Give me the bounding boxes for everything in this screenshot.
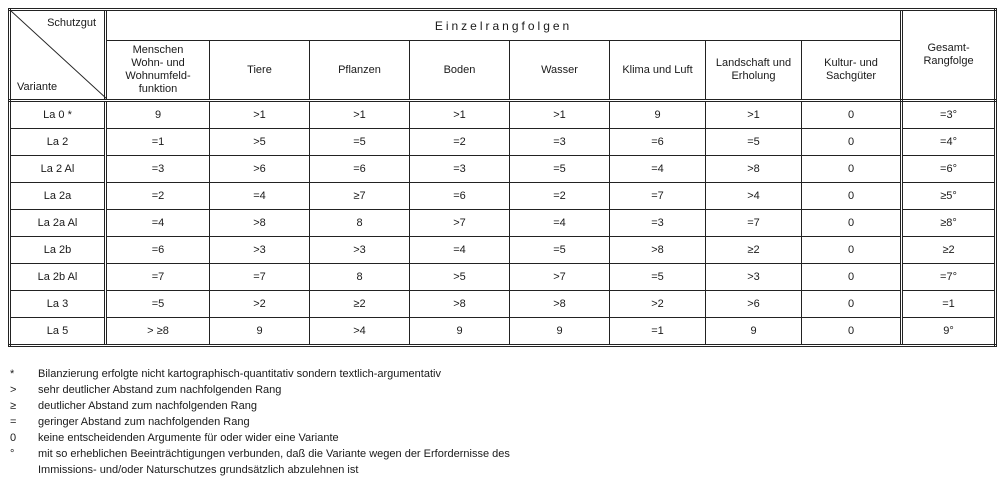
rank-cell: 9	[610, 101, 706, 129]
rank-cell: 0	[802, 237, 902, 264]
column-header-3	[410, 41, 510, 101]
rank-cell: >8	[706, 156, 802, 183]
rank-cell: >7	[410, 210, 510, 237]
rank-cell: =1	[610, 318, 706, 346]
column-header-4	[510, 41, 610, 101]
rank-cell: =5	[310, 129, 410, 156]
table-row	[10, 264, 996, 291]
rank-cell: >1	[210, 101, 310, 129]
table-row	[10, 210, 996, 237]
rank-cell: 9	[510, 318, 610, 346]
rank-cell: =4	[210, 183, 310, 210]
rank-cell: =6	[410, 183, 510, 210]
legend-text: geringer Abstand zum nachfolgenden Rang	[38, 416, 250, 428]
legend-symbol: 0	[10, 432, 17, 444]
legend-continuation: Immissions- und/oder Naturschutzes grundsätzlich abzulehnen ist	[38, 464, 359, 476]
column-header-label: Klima und Luft	[622, 63, 693, 76]
total-rank-cell: 9°	[902, 318, 996, 346]
row-label: La 2 Al	[10, 156, 106, 183]
rank-cell: 9	[106, 101, 210, 129]
rank-cell: =7	[106, 264, 210, 291]
total-rank-cell: =7°	[902, 264, 996, 291]
rank-cell: =4	[410, 237, 510, 264]
rank-cell: >1	[706, 101, 802, 129]
column-header-7	[802, 41, 902, 101]
column-header-2	[310, 41, 410, 101]
rank-cell: > ≥8	[106, 318, 210, 346]
group-title-einzelrangfolgen: Einzelrangfolgen	[106, 10, 902, 41]
rank-cell: =5	[106, 291, 210, 318]
table-row	[10, 129, 996, 156]
corner-label-variante: Variante	[17, 81, 58, 93]
rank-cell: =7	[210, 264, 310, 291]
row-label: La 2a Al	[10, 210, 106, 237]
legend	[8, 366, 708, 478]
rank-cell: =3	[410, 156, 510, 183]
table-row	[10, 318, 996, 346]
legend-item	[8, 382, 708, 398]
rank-cell: >1	[310, 101, 410, 129]
column-header-label: Wasser	[541, 63, 578, 76]
rank-cell: =4	[106, 210, 210, 237]
total-rank-cell: =3°	[902, 101, 996, 129]
rank-cell: >6	[706, 291, 802, 318]
rank-cell: =2	[510, 183, 610, 210]
rank-cell: 8	[310, 264, 410, 291]
row-label: La 3	[10, 291, 106, 318]
rank-cell: >5	[410, 264, 510, 291]
rank-cell: >7	[510, 264, 610, 291]
ranking-table	[8, 8, 997, 347]
total-rank-cell: ≥5°	[902, 183, 996, 210]
row-label: La 2	[10, 129, 106, 156]
rank-cell: >8	[210, 210, 310, 237]
ranking-table-wrapper	[8, 8, 994, 347]
legend-symbol: °	[10, 448, 15, 460]
rank-cell: 8	[310, 210, 410, 237]
rank-cell: 0	[802, 129, 902, 156]
column-header-6	[706, 41, 802, 101]
rank-cell: ≥2	[706, 237, 802, 264]
total-rank-cell: =4°	[902, 129, 996, 156]
rank-cell: =7	[610, 183, 706, 210]
rank-cell: >6	[210, 156, 310, 183]
row-label: La 2a	[10, 183, 106, 210]
legend-text: mit so erheblichen Beeinträchtigungen verbunden, daß die Variante wegen der Erfordernisse des	[38, 448, 510, 460]
legend-symbol: ≥	[10, 400, 17, 412]
rank-cell: 0	[802, 291, 902, 318]
rank-cell: =1	[106, 129, 210, 156]
column-header-label: Pflanzen	[338, 63, 381, 76]
rank-cell: =5	[510, 237, 610, 264]
column-header-label: Landschaft und Erholung	[715, 57, 792, 83]
rank-cell: 0	[802, 318, 902, 346]
rank-cell: =6	[106, 237, 210, 264]
corner-cell	[10, 10, 106, 101]
rank-cell: =7	[706, 210, 802, 237]
table-row	[10, 101, 996, 129]
rank-cell: =6	[310, 156, 410, 183]
rank-cell: =2	[410, 129, 510, 156]
legend-item	[8, 398, 708, 414]
rank-cell: >3	[310, 237, 410, 264]
rank-cell: =5	[706, 129, 802, 156]
legend-text: keine entscheidenden Argumente für oder wider eine Variante	[38, 432, 339, 444]
table-row	[10, 237, 996, 264]
rank-cell: >3	[210, 237, 310, 264]
total-rank-cell: =1	[902, 291, 996, 318]
legend-item	[8, 366, 708, 382]
table-row	[10, 156, 996, 183]
legend-symbol: >	[10, 384, 17, 396]
legend-text: sehr deutlicher Abstand zum nachfolgenden Rang	[38, 384, 282, 396]
rank-cell: =5	[610, 264, 706, 291]
rank-cell: =2	[106, 183, 210, 210]
column-header-1	[210, 41, 310, 101]
rank-cell: >2	[210, 291, 310, 318]
rank-cell: ≥2	[310, 291, 410, 318]
rank-cell: =5	[510, 156, 610, 183]
row-label: La 0 *	[10, 101, 106, 129]
rank-cell: >3	[706, 264, 802, 291]
column-header-label: Boden	[443, 63, 476, 76]
rank-cell: >4	[310, 318, 410, 346]
rank-cell: 0	[802, 101, 902, 129]
row-label: La 2b	[10, 237, 106, 264]
rank-cell: 9	[210, 318, 310, 346]
rank-cell: =6	[610, 129, 706, 156]
total-rank-cell: =6°	[902, 156, 996, 183]
legend-symbol: =	[10, 416, 17, 428]
rank-cell: >8	[610, 237, 706, 264]
legend-text: deutlicher Abstand zum nachfolgenden Rang	[38, 400, 257, 412]
header-gesamt-label: Gesamt- Rangfolge	[923, 42, 974, 67]
legend-text: Bilanzierung erfolgte nicht kartographisch-quantitativ sondern textlich-argumentativ	[38, 368, 441, 380]
table-row	[10, 291, 996, 318]
rank-cell: 9	[410, 318, 510, 346]
rank-cell: >8	[410, 291, 510, 318]
rank-cell: 0	[802, 183, 902, 210]
rank-cell: 0	[802, 156, 902, 183]
column-header-0	[106, 41, 210, 101]
rank-cell: =4	[510, 210, 610, 237]
rank-cell: >2	[610, 291, 706, 318]
legend-item	[8, 446, 708, 462]
rank-cell: =3	[610, 210, 706, 237]
column-header-label: Menschen Wohn- und Wohnumfeld- funktion	[125, 44, 191, 96]
total-rank-cell: ≥8°	[902, 210, 996, 237]
rank-cell: ≥7	[310, 183, 410, 210]
legend-item	[8, 430, 708, 446]
rank-cell: 0	[802, 264, 902, 291]
rank-cell: >8	[510, 291, 610, 318]
total-rank-cell: ≥2	[902, 237, 996, 264]
table-row	[10, 183, 996, 210]
rank-cell: =4	[610, 156, 706, 183]
column-header-label: Tiere	[247, 63, 272, 76]
rank-cell: 0	[802, 210, 902, 237]
column-header-5	[610, 41, 706, 101]
rank-cell: >5	[210, 129, 310, 156]
column-header-label: Kultur- und Sachgüter	[824, 57, 878, 83]
row-label: La 5	[10, 318, 106, 346]
legend-symbol: *	[10, 368, 15, 380]
header-gesamt-rangfolge	[902, 10, 996, 101]
rank-cell: =3	[510, 129, 610, 156]
legend-item	[8, 414, 708, 430]
rank-cell: >4	[706, 183, 802, 210]
rank-cell: 9	[706, 318, 802, 346]
row-label: La 2b Al	[10, 264, 106, 291]
rank-cell: =3	[106, 156, 210, 183]
corner-label-schutzgut: Schutzgut	[47, 17, 96, 29]
rank-cell: >1	[410, 101, 510, 129]
rank-cell: >1	[510, 101, 610, 129]
